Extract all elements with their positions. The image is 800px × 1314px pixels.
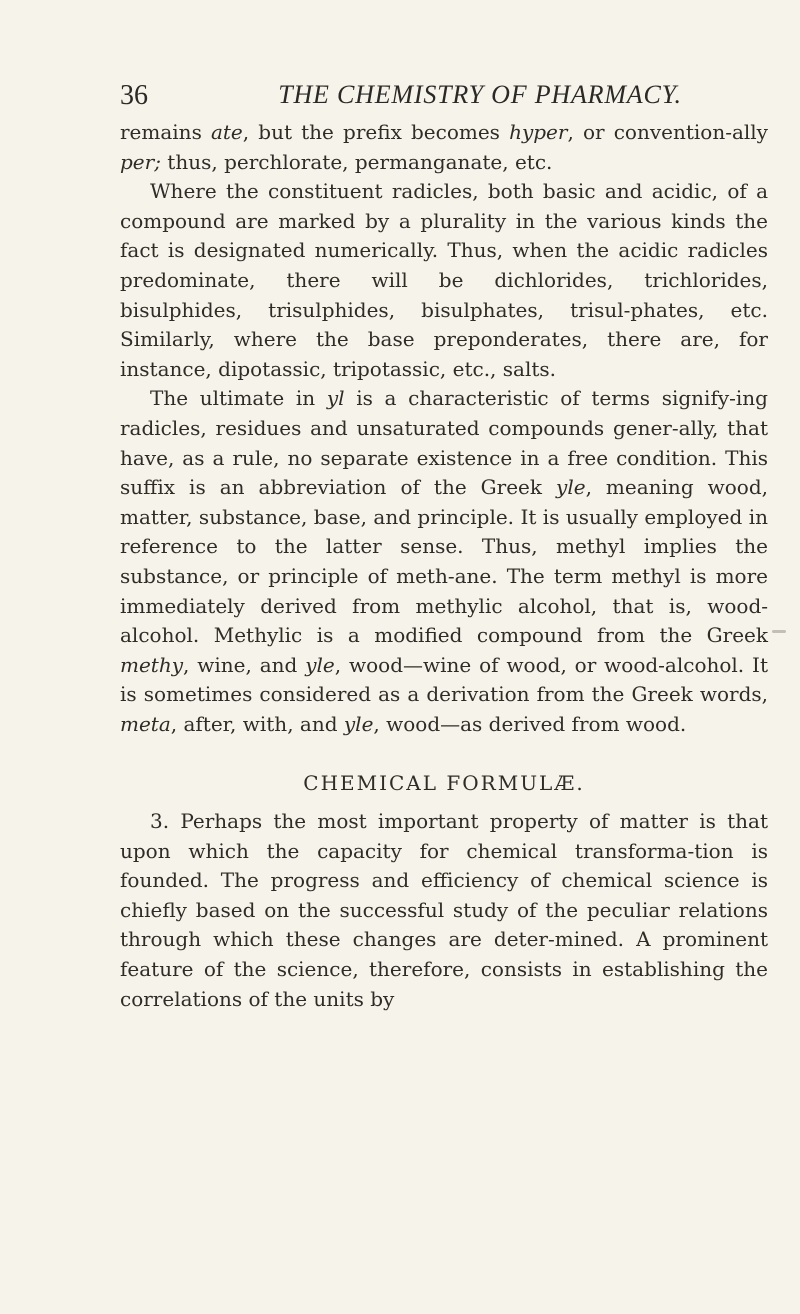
italic-term: meta <box>120 711 171 736</box>
paragraph-1: remains ate, but the prefix becomes hyper, or convention-ally per; thus, perchlorate, permanganate, etc. <box>120 120 768 174</box>
italic-term: ate <box>210 120 243 144</box>
italic-term: yl <box>326 386 345 411</box>
page-number: 36 <box>120 80 148 111</box>
section-heading: CHEMICAL FORMULÆ. <box>303 771 585 796</box>
italic-term: methy <box>120 652 184 677</box>
body-text <box>120 118 768 1014</box>
italic-term: yle <box>556 475 586 500</box>
paragraph-2: Where the constituent radicles, both basic and acidic, of a compound are marked by a plurality in the various kinds the fact is designated numerically. Thus, when the acidic radicles predominate, there will be dichlorides, trichlorides, bisulphides, trisulphides, bisulphates, trisul-phates, etc. Similarly, where the base preponderates, there are, for instance, dipotassic, tripotassic, etc., salts. <box>120 179 768 381</box>
page-header <box>120 80 740 120</box>
italic-term: yle <box>305 652 335 677</box>
italic-term: hyper <box>509 120 568 144</box>
margin-mark <box>772 630 786 633</box>
italic-term: per; <box>120 149 161 174</box>
paragraph-4: 3. Perhaps the most important property of matter is that upon which the capacity for chemical transforma-tion is founded. The progress and efficiency of chemical science is chiefly based on the successful study of the peculiar relations through which these changes are deter-mined. A prominent feature of the science, therefore, consists in establishing the correlations of the units by <box>120 809 768 1011</box>
paragraph-3: The ultimate in yl is a characteristic of terms signify-ing radicles, residues and unsaturated compounds gener-ally, that have, as a rule, no separate existence in a free condition. This suffix is an abbreviation of the Greek yle, meaning wood, matter, substance, base, and principle. It is usually employed in reference to the latter sense. Thus, methyl implies the substance, or principle of meth-ane. The term methyl is more immediately derived from methylic alcohol, that is, wood-alcohol. Methylic is a modified compound from the Greek methy, wine, and yle, wood—wine of wood, or wood-alcohol. It is sometimes considered as a derivation from the Greek words, meta, after, with, and yle, wood—as derived from wood. <box>120 386 768 736</box>
running-title: THE CHEMISTRY OF PHARMACY. <box>278 80 682 109</box>
italic-term: yle <box>343 711 374 736</box>
